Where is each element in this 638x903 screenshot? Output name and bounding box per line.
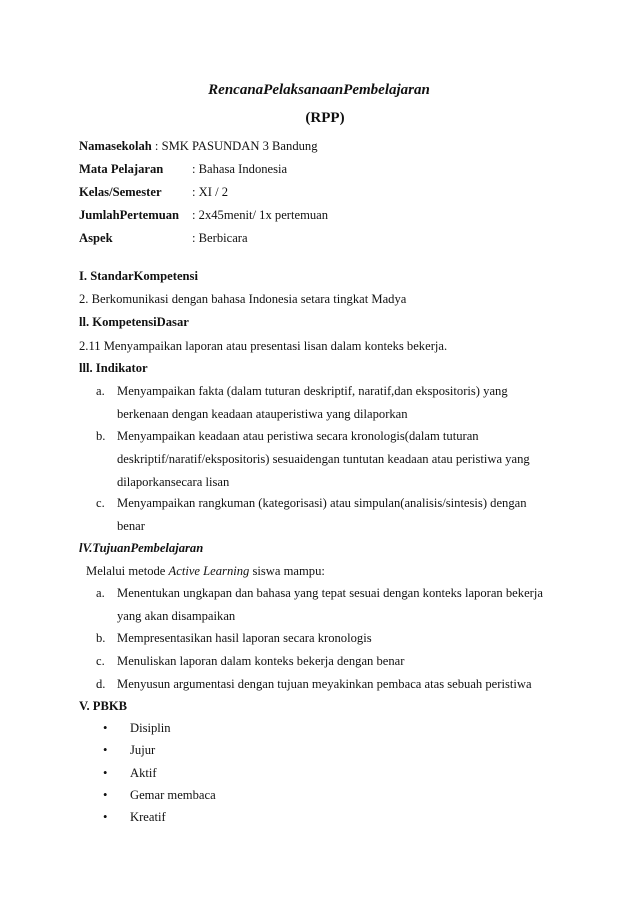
school-label: Namasekolah — [79, 139, 152, 153]
school-row — [79, 140, 318, 153]
indikator-b-marker: b. — [96, 429, 106, 443]
tujuan-d-line: Menyusun argumentasi dengan tujuan meyakinkan pembaca atas sebuah peristiwa — [117, 677, 532, 691]
subject-label: Mata Pelajaran — [79, 162, 164, 176]
bullet-icon: • — [103, 721, 108, 735]
aspect-label: Aspek — [79, 231, 113, 245]
indikator-c-line: Menyampaikan rangkuman (kategorisasi) atau simpulan(analisis/sintesis) dengan — [117, 496, 527, 510]
tujuan-intro-post: siswa mampu: — [249, 564, 325, 578]
indikator-b-line: Menyampaikan keadaan atau peristiwa secara kronologis(dalam tuturan — [117, 429, 479, 443]
tujuan-c-marker: c. — [96, 654, 105, 668]
pbkb-item: Disiplin — [130, 721, 171, 735]
subject-value: : Bahasa Indonesia — [192, 162, 288, 176]
meetings-value: : 2x45menit/ 1x pertemuan — [192, 208, 329, 222]
pbkb-item: Jujur — [130, 743, 156, 757]
tujuan-intro — [86, 565, 325, 578]
pbkb-heading: V. PBKB — [79, 699, 128, 713]
tujuan-c-line: Menuliskan laporan dalam konteks bekerja dengan benar — [117, 654, 405, 668]
pbkb-item: Gemar membaca — [130, 788, 216, 802]
bullet-icon: • — [103, 788, 108, 802]
tujuan-a-marker: a. — [96, 586, 105, 600]
tujuan-intro-method: Active Learning — [168, 564, 250, 578]
indikator-a-marker: a. — [96, 384, 105, 398]
bullet-icon: • — [103, 743, 108, 757]
tujuan-a-line: Menentukan ungkapan dan bahasa yang tepat sesuai dengan konteks laporan bekerja — [117, 586, 543, 600]
pbkb-item: Kreatif — [130, 810, 166, 824]
tujuan-heading: lV.TujuanPembelajaran — [79, 541, 204, 555]
indikator-heading: lll. Indikator — [79, 361, 148, 375]
indikator-b-line: deskriptif/naratif/ekspositoris) sesuaidengan tuntutan keadaan atau peristiwa yang — [117, 452, 530, 466]
indikator-b-line: dilaporkansecara lisan — [117, 475, 230, 489]
tujuan-b-marker: b. — [96, 631, 106, 645]
tujuan-d-marker: d. — [96, 677, 106, 691]
indikator-c-line: benar — [117, 519, 145, 533]
document-title: RencanaPelaksanaanPembelajaran — [208, 82, 430, 98]
kd-text: 2.11 Menyampaikan laporan atau presentasi lisan dalam konteks bekerja. — [79, 339, 448, 353]
class-label: Kelas/Semester — [79, 185, 162, 199]
aspect-value: : Berbicara — [192, 231, 248, 245]
school-value: : SMK PASUNDAN 3 Bandung — [151, 139, 318, 153]
tujuan-intro-pre: Melalui metode — [86, 564, 169, 578]
bullet-icon: • — [103, 810, 108, 824]
class-value: : XI / 2 — [192, 185, 229, 199]
sk-heading: I. StandarKompetensi — [79, 269, 198, 283]
pbkb-item: Aktif — [130, 766, 157, 780]
indikator-a-line: berkenaan dengan keadaan atauperistiwa yang dilaporkan — [117, 407, 408, 421]
meetings-label: JumlahPertemuan — [79, 208, 180, 222]
bullet-icon: • — [103, 766, 108, 780]
sk-text: 2. Berkomunikasi dengan bahasa Indonesia setara tingkat Madya — [79, 292, 407, 306]
indikator-a-line: Menyampaikan fakta (dalam tuturan deskriptif, naratif,dan ekspositoris) yang — [117, 384, 508, 398]
document-subtitle: (RPP) — [305, 110, 345, 126]
kd-heading: ll. KompetensiDasar — [79, 315, 189, 329]
tujuan-b-line: Mempresentasikan hasil laporan secara kronologis — [117, 631, 372, 645]
indikator-c-marker: c. — [96, 496, 105, 510]
tujuan-a-line: yang akan disampaikan — [117, 609, 236, 623]
